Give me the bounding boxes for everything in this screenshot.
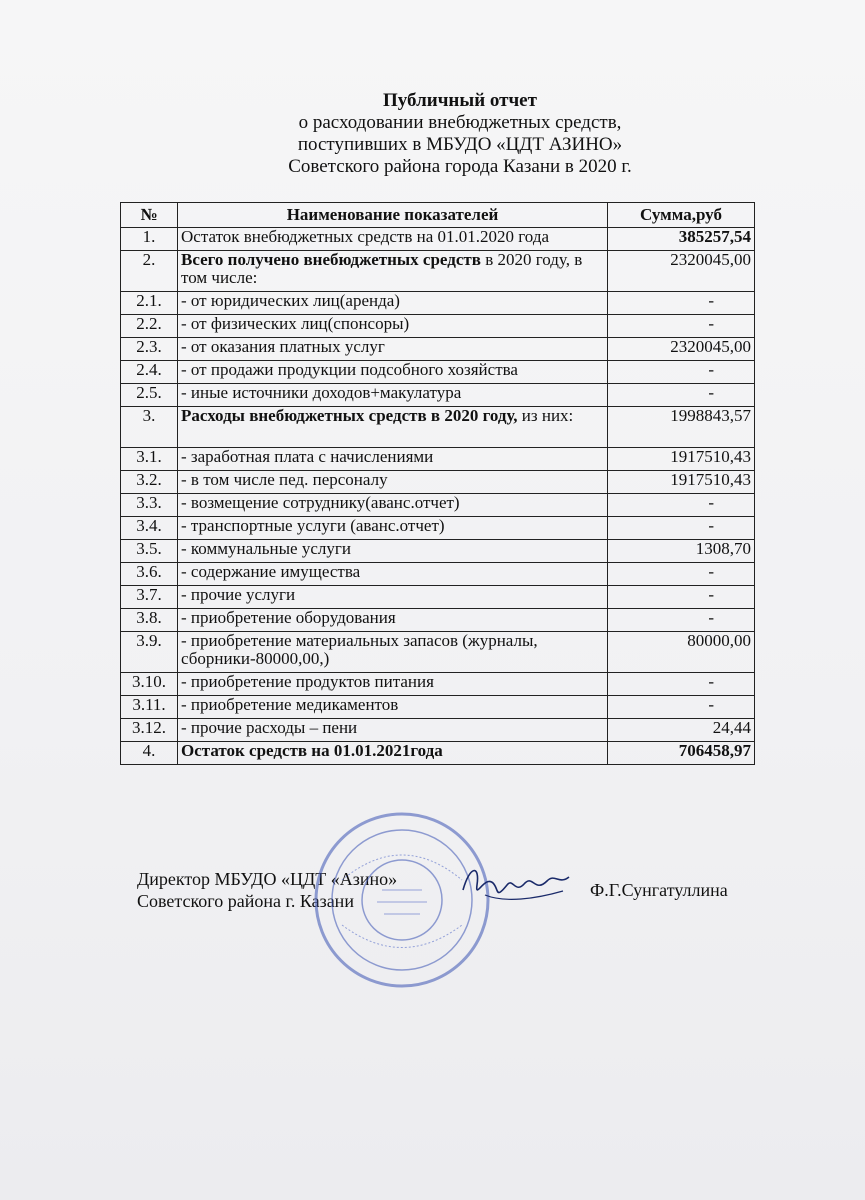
row-name-text: - транспортные услуги (аванс.отчет) <box>181 516 445 535</box>
row-name <box>178 384 608 407</box>
row-sum: 1917510,43 <box>608 471 755 494</box>
table-row <box>121 632 755 673</box>
row-name-text: - заработная плата с начислениями <box>181 447 434 466</box>
report-subtitle-line-2: о расходовании внебюджетных средств, <box>298 112 622 133</box>
row-number: 2.2. <box>121 315 178 338</box>
row-sum: - <box>608 609 755 632</box>
row-number: 3.9. <box>121 632 178 673</box>
row-name <box>178 673 608 696</box>
row-name <box>178 448 608 471</box>
column-header-sum: Сумма,руб <box>608 203 755 228</box>
row-number: 3.11. <box>121 696 178 719</box>
table-row <box>121 384 755 407</box>
row-name-text: - от юридических лиц(аренда) <box>181 291 400 310</box>
row-name <box>178 361 608 384</box>
row-number: 3.3. <box>121 494 178 517</box>
row-sum: - <box>608 696 755 719</box>
row-name-bold: Остаток средств на 01.01.2021года <box>181 741 443 760</box>
row-number: 3.5. <box>121 540 178 563</box>
row-name <box>178 494 608 517</box>
table-row <box>121 494 755 517</box>
row-number: 3.7. <box>121 586 178 609</box>
row-name <box>178 696 608 719</box>
report-title: Публичный отчет <box>383 90 537 111</box>
row-name-text: - коммунальные услуги <box>181 539 351 558</box>
row-sum: 1998843,57 <box>608 407 755 448</box>
table-row <box>121 563 755 586</box>
row-name-text: - приобретение медикаментов <box>181 695 399 714</box>
row-sum: - <box>608 315 755 338</box>
row-name-text: Остаток внебюджетных средств на 01.01.2020 года <box>181 227 550 246</box>
row-number: 2.5. <box>121 384 178 407</box>
table-row <box>121 696 755 719</box>
table-row <box>121 719 755 742</box>
row-number: 3.10. <box>121 673 178 696</box>
row-name <box>178 228 608 251</box>
report-table <box>120 202 755 765</box>
row-number: 1. <box>121 228 178 251</box>
table-row <box>121 338 755 361</box>
row-number: 3. <box>121 407 178 448</box>
report-title-block <box>200 90 720 178</box>
row-name-text: - в том числе пед. персоналу <box>181 470 388 489</box>
table-row <box>121 609 755 632</box>
row-sum: 2320045,00 <box>608 338 755 361</box>
row-number: 2.3. <box>121 338 178 361</box>
row-name-text: из них: <box>517 406 574 425</box>
row-name-bold: Расходы внебюджетных средств в 2020 году, <box>181 406 518 425</box>
row-sum: - <box>608 586 755 609</box>
director-title: Директор МБУДО «ЦДТ «Азино» <box>137 869 398 889</box>
table-row <box>121 742 755 765</box>
row-number: 2.4. <box>121 361 178 384</box>
row-sum: 24,44 <box>608 719 755 742</box>
row-sum: - <box>608 292 755 315</box>
table-header-row <box>121 203 755 228</box>
table-row <box>121 251 755 292</box>
column-header-name: Наименование показателей <box>178 203 608 228</box>
table-row <box>121 471 755 494</box>
table-row <box>121 228 755 251</box>
row-name <box>178 315 608 338</box>
row-name <box>178 292 608 315</box>
director-district: Советского района г. Казани <box>137 891 354 911</box>
row-name <box>178 471 608 494</box>
row-name <box>178 742 608 765</box>
row-name <box>178 563 608 586</box>
table-row <box>121 517 755 540</box>
row-sum: 80000,00 <box>608 632 755 673</box>
row-name-text: - от оказания платных услуг <box>181 337 385 356</box>
row-sum: 385257,54 <box>608 228 755 251</box>
row-number: 3.4. <box>121 517 178 540</box>
row-number: 2.1. <box>121 292 178 315</box>
report-table-body <box>121 228 755 765</box>
row-sum: - <box>608 517 755 540</box>
row-name-text: - приобретение материальных запасов (журналы, сборники-80000,00,) <box>181 631 538 668</box>
signer-name: Ф.Г.Сунгатуллина <box>590 880 728 900</box>
row-name <box>178 338 608 361</box>
row-sum: - <box>608 673 755 696</box>
row-name <box>178 407 608 448</box>
table-row <box>121 540 755 563</box>
row-number: 2. <box>121 251 178 292</box>
row-sum: - <box>608 361 755 384</box>
row-name-text: - приобретение оборудования <box>181 608 396 627</box>
row-name-text: - прочие услуги <box>181 585 296 604</box>
row-name <box>178 251 608 292</box>
row-name-text: в 2020 году, в том числе: <box>181 250 583 287</box>
row-sum: - <box>608 563 755 586</box>
row-sum: 2320045,00 <box>608 251 755 292</box>
table-row <box>121 315 755 338</box>
row-name <box>178 719 608 742</box>
row-name-text: - иные источники доходов+макулатура <box>181 383 462 402</box>
row-name-text: - содержание имущества <box>181 562 361 581</box>
row-name <box>178 586 608 609</box>
row-number: 3.2. <box>121 471 178 494</box>
row-sum: 1308,70 <box>608 540 755 563</box>
report-subtitle-line-4: Советского района города Казани в 2020 г. <box>288 156 632 177</box>
row-sum: - <box>608 494 755 517</box>
row-name-text: - от продажи продукции подсобного хозяйства <box>181 360 518 379</box>
row-sum: 1917510,43 <box>608 448 755 471</box>
row-name-text: - возмещение сотруднику(аванс.отчет) <box>181 493 460 512</box>
row-number: 3.1. <box>121 448 178 471</box>
row-number: 3.8. <box>121 609 178 632</box>
row-name <box>178 632 608 673</box>
table-row <box>121 448 755 471</box>
row-name-bold: Всего получено внебюджетных средств <box>181 250 481 269</box>
row-name <box>178 609 608 632</box>
row-name-text: - приобретение продуктов питания <box>181 672 434 691</box>
row-sum: 706458,97 <box>608 742 755 765</box>
row-number: 3.6. <box>121 563 178 586</box>
table-row <box>121 673 755 696</box>
row-sum: - <box>608 384 755 407</box>
row-name <box>178 540 608 563</box>
table-row <box>121 407 755 448</box>
report-subtitle-line-3: поступивших в МБУДО «ЦДТ АЗИНО» <box>297 134 623 155</box>
table-row <box>121 586 755 609</box>
row-name <box>178 517 608 540</box>
signature-icon <box>455 855 575 915</box>
row-name-text: - прочие расходы – пени <box>181 718 358 737</box>
table-row <box>121 292 755 315</box>
row-number: 4. <box>121 742 178 765</box>
table-row <box>121 361 755 384</box>
column-header-number: № <box>121 203 178 228</box>
row-number: 3.12. <box>121 719 178 742</box>
row-name-text: - от физических лиц(спонсоры) <box>181 314 410 333</box>
